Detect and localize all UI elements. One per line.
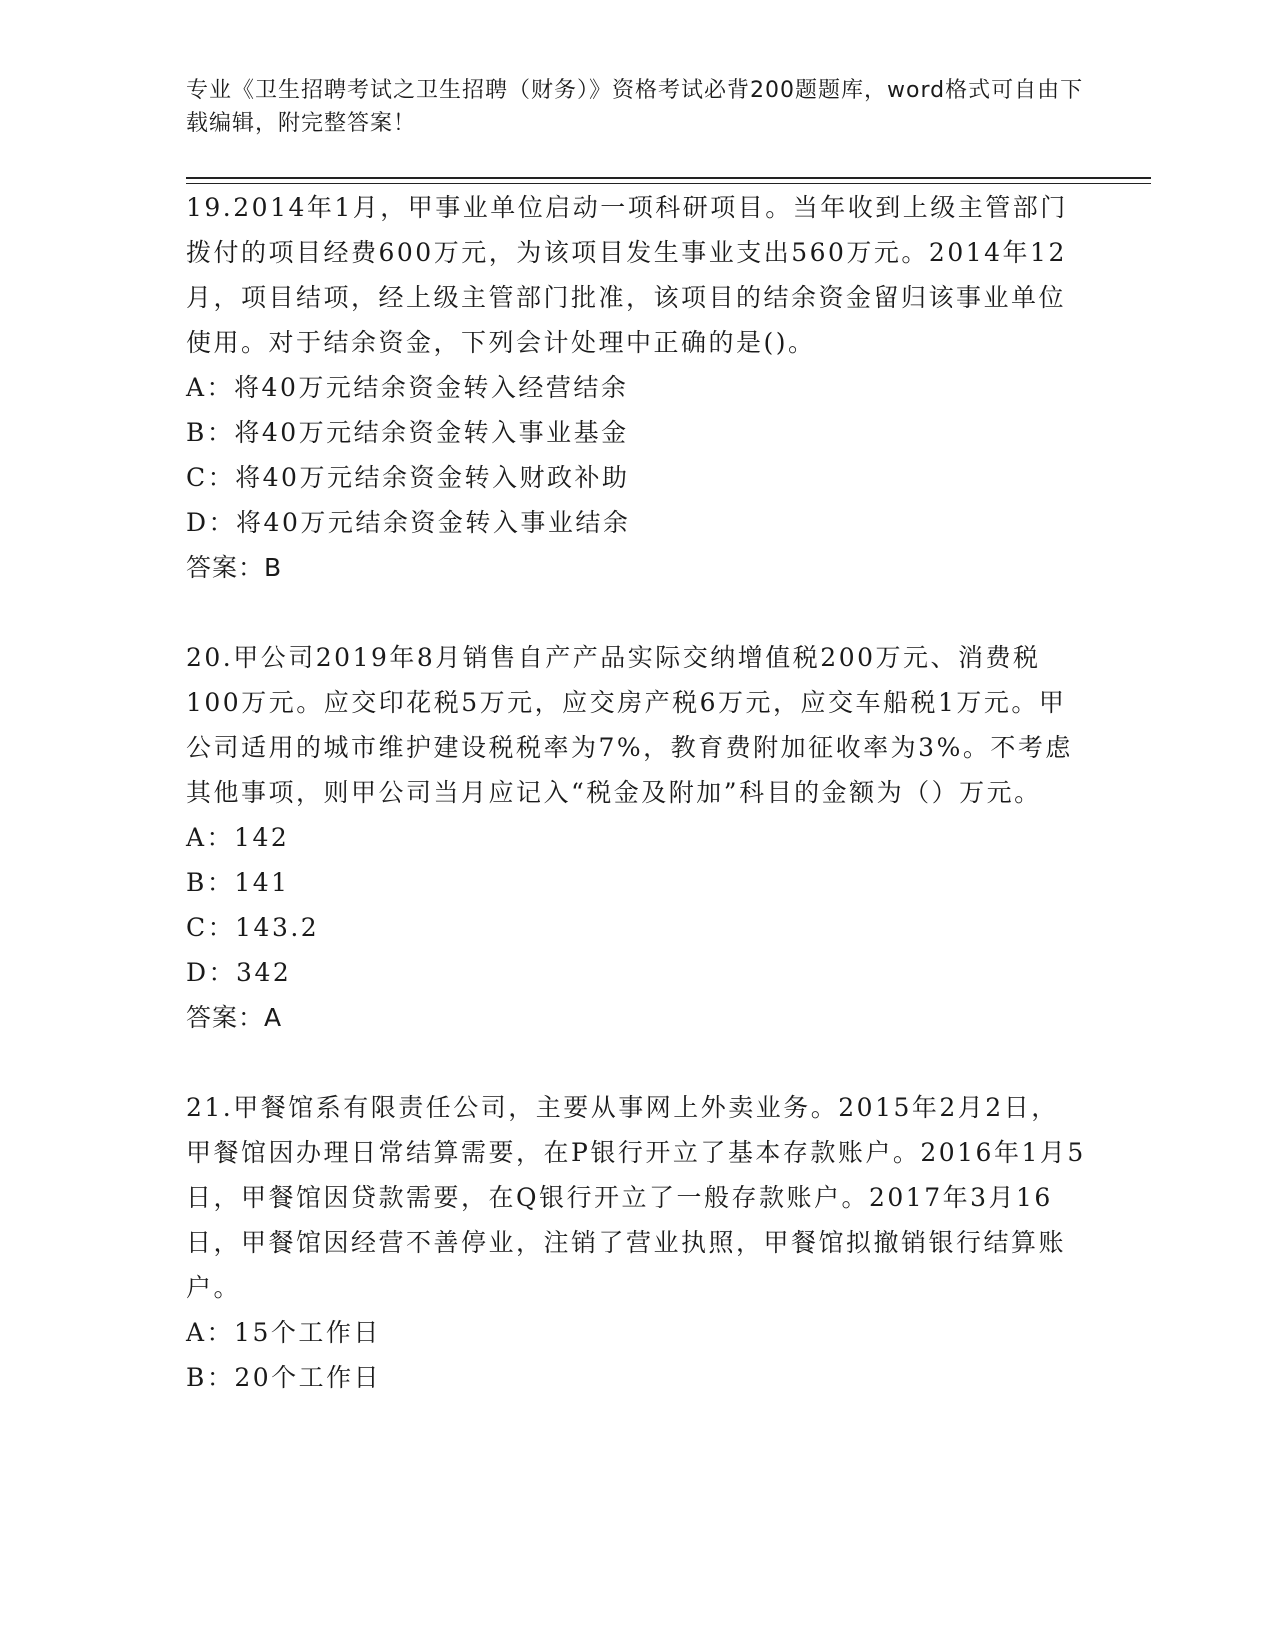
option-d: D：将40万元结余资金转入事业结余	[186, 508, 631, 537]
option-b: B：141	[186, 868, 290, 897]
option-c: C：将40万元结余资金转入财政补助	[186, 463, 630, 492]
question-list	[186, 185, 1086, 1400]
question-19	[186, 185, 1086, 590]
question-gap	[186, 590, 1086, 635]
header-rule-thick	[186, 177, 1151, 179]
option-c: C：143.2	[186, 913, 320, 942]
question-21	[186, 1085, 1086, 1400]
question-text: 21.甲餐馆系有限责任公司，主要从事网上外卖业务。2015年2月2日，甲餐馆因办理日常结算需要，在P银行开立了基本存款账户。2016年1月5日，甲餐馆因贷款需要，在Q银行开立了一般存款账户。2017年3月16日，甲餐馆因经营不善停业，注销了营业执照，甲餐馆拟撤销银行结算账户。	[186, 1093, 1086, 1302]
document-header: 专业《卫生招聘考试之卫生招聘（财务）》资格考试必背200题题库，word格式可自由下载编辑，附完整答案！	[186, 78, 1084, 136]
option-a: A：将40万元结余资金转入经营结余	[186, 373, 629, 402]
option-b: B：20个工作日	[186, 1363, 382, 1392]
header-rule-thin	[186, 183, 1151, 184]
answer-label: 答案：B	[186, 553, 283, 582]
question-text: 20.甲公司2019年8月销售自产产品实际交纳增值税200万元、消费税100万元。应交印花税5万元，应交房产税6万元，应交车船税1万元。甲公司适用的城市维护建设税税率为7%，教育费附加征收率为3%。不考虑其他事项，则甲公司当月应记入“税金及附加”科目的金额为（）万元。	[186, 643, 1073, 807]
option-a: A：142	[186, 823, 290, 852]
option-a: A：15个工作日	[186, 1318, 381, 1347]
question-20	[186, 635, 1086, 1040]
answer-label: 答案：A	[186, 1003, 283, 1032]
option-b: B：将40万元结余资金转入事业基金	[186, 418, 629, 447]
option-d: D：342	[186, 958, 292, 987]
question-text: 19.2014年1月，甲事业单位启动一项科研项目。当年收到上级主管部门拨付的项目经费600万元，为该项目发生事业支出560万元。2014年12月，项目结项，经上级主管部门批准，该项目的结余资金留归该事业单位使用。对于结余资金，下列会计处理中正确的是()。	[186, 193, 1068, 357]
question-gap	[186, 1040, 1086, 1085]
